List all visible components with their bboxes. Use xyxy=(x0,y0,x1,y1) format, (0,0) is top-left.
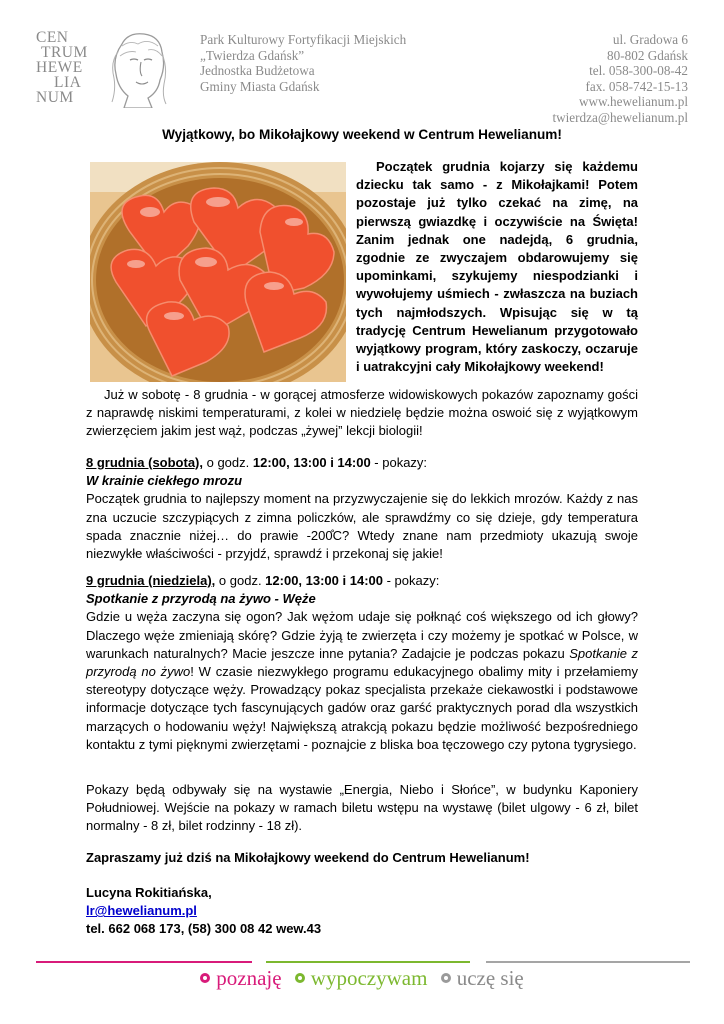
circle-icon xyxy=(295,973,305,983)
footer-item xyxy=(295,966,428,991)
institution-line: Gminy Miasta Gdańsk xyxy=(200,78,320,94)
website-link[interactable]: www.hewelianum.pl xyxy=(578,94,688,109)
event-times: 12:00, 13:00 i 14:00 xyxy=(265,573,383,588)
invite-text: Zapraszamy już dziś na Mikołajkowy weekend do Centrum Hewelianum! xyxy=(86,850,530,865)
event-description-part: ! W czasie niezwykłego programu edukacyjnego obalimy mity i przełamiemy stereotypy dotyczące węży. Prowadzący pokaz specjalista przekaże ciekawostki i podstawowe informacje dotyczące tych fascynujących gadów oraz garść praktycznych porad dla wszystkich marzących o hodowaniu węży! Największą atrakcją pokazu będzie możliwość bezpośredniego kontaktu z tymi pięknymi zwierzętami - poznajcie z bliska boa tęczowego czy pytona tygrysiego. xyxy=(86,664,638,752)
logo-wordmark xyxy=(36,30,88,105)
invite-paragraph xyxy=(86,849,638,867)
email-link[interactable]: twierdza@hewelianum.pl xyxy=(552,109,688,125)
footer-rule-pink xyxy=(36,961,252,963)
address-street: ul. Gradowa 6 xyxy=(612,32,688,47)
intro-text: Początek grudnia kojarzy się każdemu dziecku tak samo - z Mikołajkami! Potem pozostaje już tylko czekać na zimę, na pierwszą gwiazdkę i oczywiście na Święta! Zanim jednak one nadejdą, 6 grudnia, zgodnie ze zwyczajem obdarowujemy się upominkami, szykujemy niespodzianki i wywołujemy uśmiech - zwłaszcza na buziach tych najmłodszych. Wpisując się w tą tradycję Centrum Hewelianum przygotowało wyjątkowy program, który zaskoczy, oczaruje i uatrakcyjni cały Mikołajkowy weekend! xyxy=(356,159,638,375)
intro-paragraph xyxy=(356,158,638,376)
phone-number: tel. 058-300-08-42 xyxy=(589,63,688,78)
logo xyxy=(36,30,166,110)
event-time-suffix: - pokazy: xyxy=(382,573,440,588)
event-schedule xyxy=(86,572,638,590)
circle-icon xyxy=(200,973,210,983)
circle-icon xyxy=(441,973,451,983)
event-description-part: Gdzie u węża zaczyna się ogon? Jak wężom udaje się połknąć coś większego od ich głowy? Dlaczego węże zmieniają skórę? Gdzie żyją te zwierzęta i czy możemy je spotkać w Polsce, w warunkach naturalnych? Macie jeszcze inne pytania? Zadajcie je podczas pokazu xyxy=(86,609,638,661)
event-schedule xyxy=(86,454,638,472)
event-title-reference: Spotkanie z przyrodą no żywo xyxy=(86,645,638,680)
hearts-basket-photo xyxy=(90,162,346,382)
institution-line: Park Kulturowy Fortyfikacji Miejskich xyxy=(200,32,407,47)
fax-number: fax. 058-742-15-13 xyxy=(585,78,688,94)
address-city: 80-802 Gdańsk xyxy=(607,47,688,63)
institution-line: Jednostka Budżetowa xyxy=(200,63,315,78)
lead-text: Już w sobotę - 8 grudnia - w gorącej atmosferze widowiskowych pokazów zapoznamy gości z naprawdę niskimi temperaturami, z kolei w niedzielę będzie można oswoić się z wyjątkowym zwierzęciem jakim jest wąż, podczas „żywej” lekcji biologii! xyxy=(86,387,638,439)
info-paragraph xyxy=(86,781,638,836)
logo-line: TRUM xyxy=(41,44,88,61)
event-name: W krainie ciekłego mrozu xyxy=(86,473,243,489)
event-date: 9 grudnia (niedziela), xyxy=(86,573,216,588)
event-sunday xyxy=(86,572,638,754)
event-times: 12:00, 13:00 i 14:00 xyxy=(252,455,371,470)
footer-label: poznaję xyxy=(216,966,282,990)
logo-line: NUM xyxy=(36,89,74,106)
logo-line: CEN xyxy=(36,29,69,46)
contact-block xyxy=(552,32,688,125)
logo-line: LIA xyxy=(54,74,82,91)
footer-item xyxy=(441,966,524,991)
event-time-prefix: o godz. xyxy=(203,455,253,470)
footer-rule-gray xyxy=(486,961,690,963)
info-text: Pokazy będą odbywały się na wystawie „Energia, Niebo i Słońce”, w budynku Kaponiery Południowej. Wejście na pokazy w ramach biletu wstępu na wystawę (bilet ulgowy - 6 zł, bilet normalny - 8 zł, bilet rodzinny - 18 zł). xyxy=(86,782,638,834)
contact-name: Lucyna Rokitiańska, xyxy=(86,885,212,900)
footer-label: uczę się xyxy=(456,966,524,990)
contact-signature xyxy=(86,884,638,939)
event-description xyxy=(86,608,638,754)
footer-item xyxy=(200,966,281,991)
portrait-icon xyxy=(108,32,168,108)
event-saturday xyxy=(86,454,638,563)
contact-phone: tel. 662 068 173, (58) 300 08 42 wew.43 xyxy=(86,921,322,937)
event-description: Początek grudnia to najlepszy moment na przyzwyczajenie się do lekkich mrozów. Każdy z nas zna uczucie szczypiących z zimna policzków, ale sprawdźmy co się dzieje, gdy temperatura spada znacznie niżej… do prawie -200̊C? Wtedy znane nam przedmioty ukazują swoje niezwykłe właściwości - przyjdź, sprawdź i przekonaj się jakie! xyxy=(86,491,638,562)
lead-paragraph xyxy=(86,386,638,441)
logo-line: HEWE xyxy=(36,59,83,76)
footer-label: wypoczywam xyxy=(310,966,428,990)
event-date: 8 grudnia (sobota), xyxy=(86,455,203,470)
footer-rule-green xyxy=(266,961,470,963)
institution-line: „Twierdza Gdańsk” xyxy=(200,47,305,63)
footer-slogan xyxy=(0,966,724,991)
event-time-suffix: - pokazy: xyxy=(370,455,428,470)
institution-block xyxy=(200,32,406,94)
event-name: Spotkanie z przyrodą na żywo - Węże xyxy=(86,591,316,607)
page-title: Wyjątkowy, bo Mikołajkowy weekend w Centrum Hewelianum! xyxy=(162,127,562,142)
event-time-prefix: o godz. xyxy=(215,573,266,588)
contact-email-link[interactable]: lr@hewelianum.pl xyxy=(86,903,197,919)
